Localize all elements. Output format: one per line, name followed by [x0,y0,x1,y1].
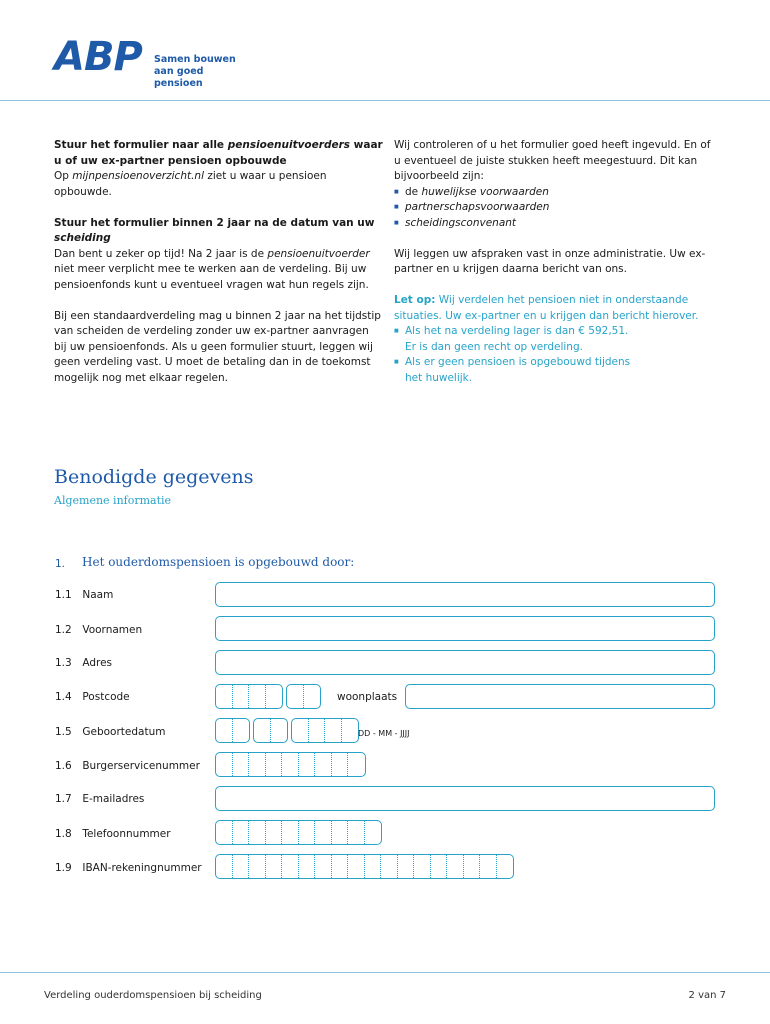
left-paragraph-3: Bij een standaardverdeling mag u binnen 2 jaar na het tijdstip van scheiden de verdeling zonder uw ex-partner aanvragen bij uw pensioenfonds. Als u geen formulier stuurt, leggen wij geen verdeling vast. U moet de betaling dan in de toekomst mogelijk nog met elkaar regelen. [54,309,381,384]
postcode-digits[interactable] [215,684,283,709]
adres-input[interactable] [215,650,715,675]
field-label-adres [55,657,112,669]
bullet-2: partnerschapsvoorwaarden [405,201,550,213]
p2-title: Stuur het formulier binnen 2 jaar na de datum van uw [54,216,375,229]
left-column [54,138,384,402]
header-divider [0,100,770,101]
field-num: 1.3 [55,657,72,669]
p1-title-part-2: waar u of uw ex-partner pensioen opbouwde [54,139,383,167]
page-number: 2 van 7 [688,990,726,1001]
field-text: Geboortedatum [82,726,166,738]
list-item [394,216,714,232]
section-subtitle: Algemene informatie [54,494,172,507]
question-text: Het ouderdomspensioen is opgebouwd door: [82,555,355,569]
date-year[interactable] [291,718,359,743]
field-text: Naam [82,589,114,601]
field-num: 1.1 [55,589,72,601]
p2-body: Dan bent u zeker op tijd! Na 2 jaar is de [54,247,268,260]
naam-input[interactable] [215,582,715,607]
field-label-telefoon [55,828,171,840]
abp-logo [54,34,244,89]
logo-tagline-line-2: aan goed pensioen [154,66,204,89]
field-text: Adres [82,657,113,669]
note-label: Let op: [394,294,436,306]
field-num: 1.4 [55,691,72,703]
field-num: 1.9 [55,862,72,874]
note-bullet-1: Als het na verdeling lager is dan € 592,51. [405,325,629,337]
p1-body-2: ziet u waar u pensioen opbouwde. [54,170,327,198]
field-text: Voornamen [82,624,143,636]
woonplaats-input[interactable] [405,684,715,709]
p1-body: Op [54,170,73,182]
geboortedatum-input[interactable] [215,718,362,743]
bsn-cells[interactable] [215,752,366,777]
logo-tagline [154,54,244,90]
note-body: Wij verdelen het pensioen niet in onderstaande situaties. Uw ex-partner en u krijgen dan bericht hierover. [394,294,699,322]
bullet-3: scheidingsconvenant [405,216,517,229]
date-day[interactable] [215,718,250,743]
footer-divider [0,972,770,973]
footer-title: Verdeling ouderdomspensioen bij scheiding [44,990,262,1001]
section-title: Benodigde gegevens [54,466,254,488]
telefoon-cells[interactable] [215,820,382,845]
woonplaats-label: woonplaats [337,691,398,703]
logo-letters: ABP [54,34,142,80]
logo-tagline-line-1: Samen bouwen [154,54,236,65]
list-item [394,355,714,386]
note-box [394,293,714,386]
field-label-voornamen [55,624,142,636]
voornamen-input[interactable] [215,616,715,641]
bsn-input[interactable] [215,752,369,777]
p1-title-part: Stuur het formulier naar alle [54,139,228,151]
postcode-letters[interactable] [286,684,321,709]
bullet-1-em: huwelijkse voorwaarden [421,185,549,198]
field-label-email [55,793,144,805]
bullet-1-pre: de [405,185,422,198]
field-label-iban [55,862,202,874]
field-num: 1.5 [55,726,72,738]
field-label-bsn [55,760,200,772]
left-paragraph-1 [54,138,384,200]
field-label-geboortedatum [55,726,165,738]
field-text: Burgerservicenummer [82,760,200,772]
field-text: Postcode [82,691,130,703]
iban-input[interactable] [215,854,517,879]
telefoon-input[interactable] [215,820,385,845]
p1-title-em: pensioenuitvoerders [227,139,351,151]
right-paragraph-1 [394,138,714,231]
note-bullet-2b: het huwelijk. [405,371,473,384]
field-num: 1.8 [55,828,72,840]
right-paragraph-2: Wij leggen uw afspraken vast in onze administratie. Uw ex-partner en u krijgen daarna bericht van ons. [394,247,706,275]
field-text: IBAN-rekeningnummer [82,862,202,874]
r-p1-body: Wij controleren of u het formulier goed heeft ingevuld. En of u eventueel de juiste stukken heeft meegestuurd. Dit kan bijvoorbeeld zijn: [394,139,711,182]
note-bullet-2: Als er geen pensioen is opgebouwd tijdens [405,356,631,368]
list-item [394,200,714,216]
question-number: 1. [55,558,66,570]
field-num: 1.7 [55,793,72,805]
email-input[interactable] [215,786,715,811]
field-text: E-mailadres [82,793,145,805]
right-column [394,138,714,402]
iban-cells[interactable] [215,854,514,879]
left-paragraph-2 [54,216,384,294]
field-num: 1.2 [55,624,72,636]
list-item [394,185,714,201]
field-label-postcode [55,691,130,703]
date-format-hint: DD - MM - JJJJ [358,729,410,738]
field-num: 1.6 [55,760,72,772]
p1-body-link: mijnpensioenoverzicht.nl [72,170,205,182]
field-label-naam [55,589,113,601]
postcode-input[interactable] [215,684,324,709]
p2-body-em: pensioenuitvoerder [267,247,370,260]
field-text: Telefoonnummer [82,828,171,840]
note-bullet-1b: Er is dan geen recht op verdeling. [405,340,583,353]
p2-title-em: scheiding [54,232,111,244]
p2-body-2: niet meer verplicht mee te werken aan de verdeling. Bij uw pensioenfonds kunt u eventueel vragen wat hun regels zijn. [54,263,369,291]
list-item [394,324,714,355]
date-month[interactable] [253,718,288,743]
